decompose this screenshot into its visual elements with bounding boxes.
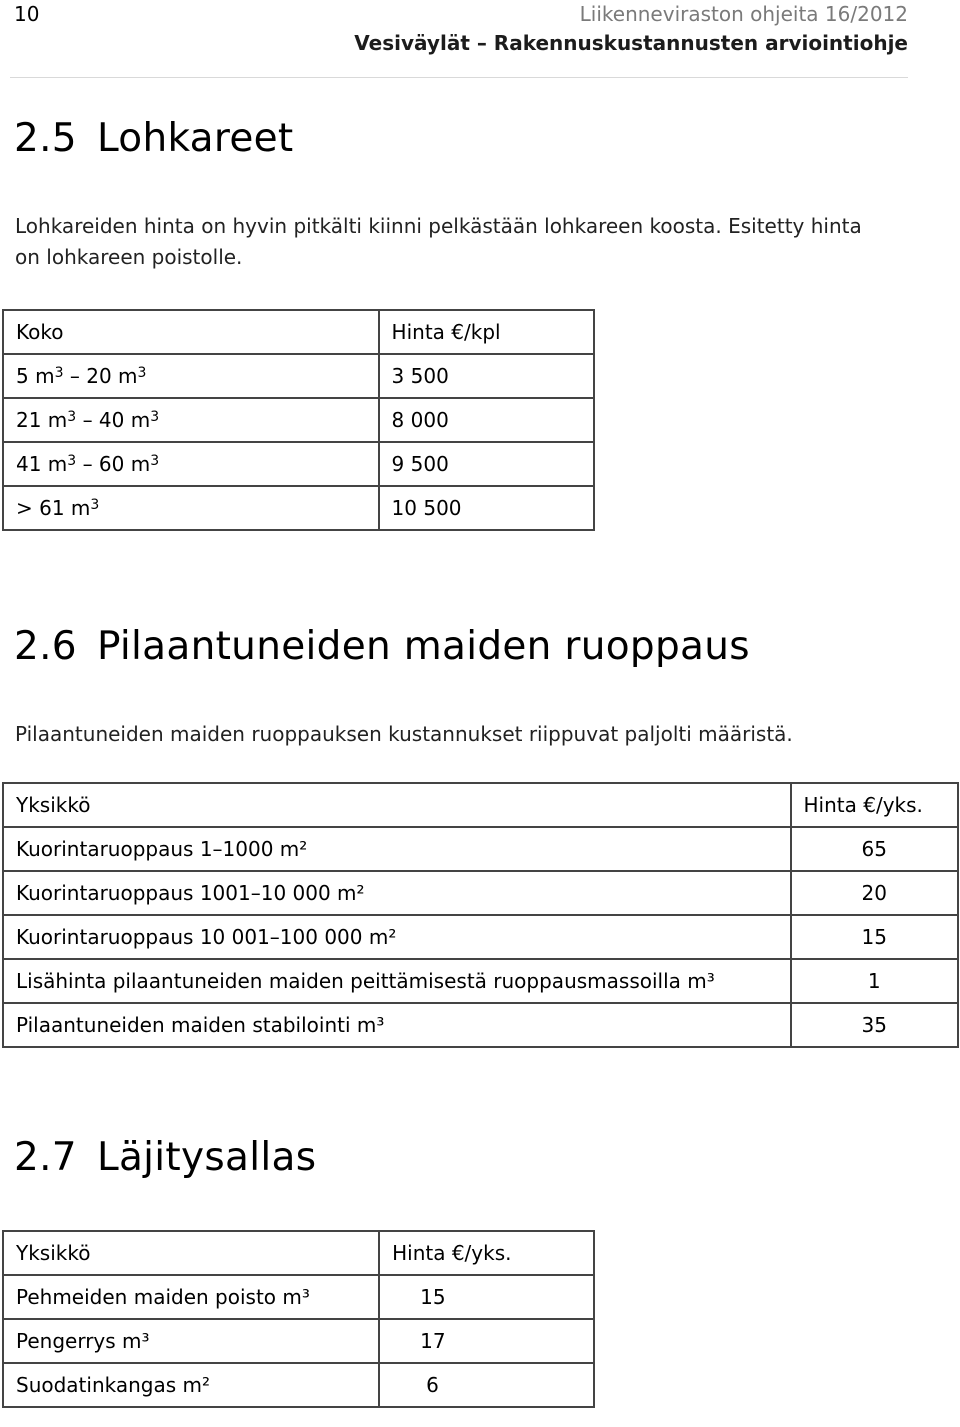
section-title-text: Lohkareet — [96, 116, 294, 161]
size-cell: 41 $m^3 - 60$ $m^3$ — [3, 442, 379, 486]
header-publication: Liikenneviraston ohjeita 16/2012 — [579, 2, 908, 26]
section-title-text: Pilaantuneiden maiden ruoppaus — [96, 624, 750, 669]
section-2-6-intro: Pilaantuneiden maiden ruoppauksen kustannukset riippuvat paljolti määristä. — [15, 722, 793, 746]
section-heading-2-6 — [14, 624, 750, 669]
column-header: Hinta €/yks. — [791, 783, 958, 827]
price-cell: 15 — [379, 1275, 594, 1319]
column-header: Koko — [3, 310, 379, 354]
section-number: 2.7 — [14, 1135, 77, 1180]
section-2-5-intro — [15, 211, 862, 273]
table-row — [3, 871, 958, 915]
table-row — [3, 486, 594, 530]
price-cell: 10 500 — [379, 486, 594, 530]
table-row — [3, 1275, 594, 1319]
unit-cell: Pengerrys m³ — [3, 1319, 379, 1363]
size-cell: 5 $m^3 - 20$ $m^3$ — [3, 354, 379, 398]
table-header-row — [3, 1231, 594, 1275]
intro-line: Lohkareiden hinta on hyvin pitkälti kiinni pelkästään lohkareen koosta. Esitetty hinta — [15, 214, 862, 238]
disposal-basin-price-table — [2, 1230, 595, 1408]
column-header: Yksikkö — [3, 1231, 379, 1275]
price-cell: 3 500 — [379, 354, 594, 398]
table-header-row — [3, 783, 958, 827]
price-cell: 17 — [379, 1319, 594, 1363]
unit-cell: Suodatinkangas m² — [3, 1363, 379, 1407]
size-cell: 21 $m^3 - 40$ $m^3$ — [3, 398, 379, 442]
unit-cell: Pilaantuneiden maiden stabilointi m³ — [3, 1003, 791, 1047]
section-title-text: Läjitysallas — [96, 1135, 317, 1180]
table-row — [3, 442, 594, 486]
unit-cell: Kuorintaruoppaus 1–1000 m² — [3, 827, 791, 871]
price-cell: 35 — [791, 1003, 958, 1047]
price-cell: 65 — [791, 827, 958, 871]
boulder-price-table — [2, 309, 595, 531]
dredging-price-table — [2, 782, 959, 1048]
unit-cell: Lisähinta pilaantuneiden maiden peittämisestä ruoppausmassoilla m³ — [3, 959, 791, 1003]
price-cell: 8 000 — [379, 398, 594, 442]
unit-cell: Kuorintaruoppaus 10 001–100 000 m² — [3, 915, 791, 959]
section-number: 2.5 — [14, 116, 77, 161]
table-header-row — [3, 310, 594, 354]
price-cell: 9 500 — [379, 442, 594, 486]
header-document-title: Vesiväylät – Rakennuskustannusten arviointiohje — [354, 31, 908, 55]
price-cell: 1 — [791, 959, 958, 1003]
unit-cell: Pehmeiden maiden poisto m³ — [3, 1275, 379, 1319]
table-row — [3, 398, 594, 442]
price-cell: 15 — [791, 915, 958, 959]
unit-cell: Kuorintaruoppaus 1001–10 000 m² — [3, 871, 791, 915]
column-header: Hinta €/yks. — [379, 1231, 594, 1275]
section-heading-2-7 — [14, 1135, 316, 1180]
table-row — [3, 1363, 594, 1407]
section-heading-2-5 — [14, 116, 294, 161]
header-divider — [10, 77, 908, 78]
table-row — [3, 915, 958, 959]
table-row — [3, 1319, 594, 1363]
column-header: Yksikkö — [3, 783, 791, 827]
size-cell: > 61 $m^3$ — [3, 486, 379, 530]
intro-line: on lohkareen poistolle. — [15, 245, 243, 269]
table-row — [3, 827, 958, 871]
column-header: Hinta €/kpl — [379, 310, 594, 354]
section-number: 2.6 — [14, 624, 77, 669]
price-cell: 20 — [791, 871, 958, 915]
table-row — [3, 959, 958, 1003]
page-number: 10 — [14, 2, 40, 26]
table-row — [3, 1003, 958, 1047]
price-cell: 6 — [379, 1363, 594, 1407]
table-row — [3, 354, 594, 398]
